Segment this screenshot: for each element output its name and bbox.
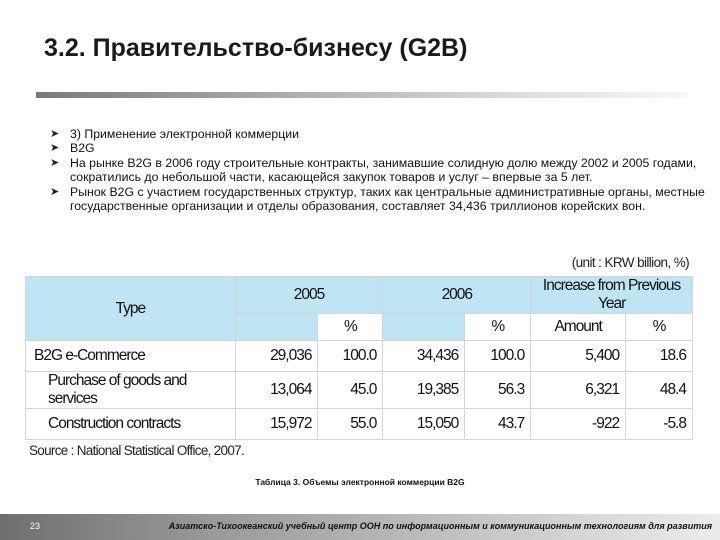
footer-text: Азиатско-Тихоокеанский учебный центр ООН по информационным и коммуникационным технологиям для развития — [168, 521, 712, 531]
cell-2005-pct: 100.0 — [318, 341, 383, 372]
table-caption: Таблица 3. Объемы электронной коммерции B2G — [255, 477, 465, 487]
cell-2005-value: 15,972 — [235, 409, 318, 440]
title-divider — [36, 92, 688, 98]
header-pct-increase: % — [626, 314, 693, 341]
arrowhead-bullet-icon: ➤ — [50, 156, 60, 169]
b2g-table — [25, 276, 693, 440]
bullet-item — [50, 141, 705, 155]
cell-2005-pct: 55.0 — [318, 409, 383, 440]
arrowhead-bullet-icon: ➤ — [50, 142, 60, 155]
header-amount: Amount — [531, 314, 626, 341]
cell-2006-value: 34,436 — [383, 341, 465, 372]
arrowhead-bullet-icon: ➤ — [50, 185, 60, 198]
table-row — [26, 372, 693, 409]
header-type: Type — [26, 277, 236, 341]
bullet-item — [50, 185, 705, 214]
cell-increase-amount: -922 — [531, 409, 626, 440]
row-label: Purchase of goods and services — [26, 372, 236, 409]
table-row — [26, 341, 693, 372]
header-2005: 2005 — [235, 277, 383, 314]
unit-note: (unit : KRW billion, %) — [571, 255, 689, 270]
arrowhead-bullet-icon: ➤ — [50, 128, 60, 140]
cell-increase-amount: 6,321 — [531, 372, 626, 409]
bullet-text: B2G — [70, 141, 95, 156]
row-label: Construction contracts — [26, 409, 236, 440]
cell-2005-value: 29,036 — [235, 341, 318, 372]
bullet-item — [50, 156, 705, 185]
cell-2006-pct: 43.7 — [465, 409, 531, 440]
bullet-text: 3) Применение электронной коммерции — [70, 127, 300, 141]
bullet-item — [50, 127, 705, 141]
header-blank — [383, 314, 465, 341]
header-pct-2005: % — [318, 314, 383, 341]
bullet-text: Рынок B2G с участием государственных структур, таких как центральные административные органы, местные государственные организации и отделы образования, составляет 34,436 триллионов корейских вон. — [70, 184, 705, 214]
header-increase: Increase from Previous Year — [531, 277, 693, 314]
bullet-list — [50, 127, 705, 213]
cell-2006-value: 15,050 — [383, 409, 465, 440]
row-label: B2G e-Commerce — [26, 341, 236, 372]
table-row — [26, 409, 693, 440]
table-image — [25, 246, 705, 468]
cell-increase-pct: -5.8 — [626, 409, 693, 440]
footer-bar — [0, 514, 720, 540]
cell-2005-pct: 45.0 — [318, 372, 383, 409]
table-source: Source : National Statistical Office, 2007. — [29, 443, 245, 458]
cell-2005-value: 13,064 — [235, 372, 318, 409]
cell-2006-pct: 56.3 — [465, 372, 531, 409]
table-header-row — [26, 277, 693, 314]
cell-increase-pct: 18.6 — [626, 341, 693, 372]
header-2006: 2006 — [383, 277, 531, 314]
cell-2006-pct: 100.0 — [465, 341, 531, 372]
cell-increase-amount: 5,400 — [531, 341, 626, 372]
cell-2006-value: 19,385 — [383, 372, 465, 409]
slide-title: 3.2. Правительство-бизнесу (G2B) — [44, 34, 468, 62]
cell-increase-pct: 48.4 — [626, 372, 693, 409]
page-number: 23 — [30, 521, 41, 531]
header-blank — [235, 314, 318, 341]
header-pct-2006: % — [465, 314, 531, 341]
bullet-text: На рынке B2G в 2006 году строительные контракты, занимавшие солидную долю между 2002 и 2005 годами, сократились до небольшой части, касающейся закупок товаров и услуг – впервые за 5 лет. — [70, 155, 697, 185]
